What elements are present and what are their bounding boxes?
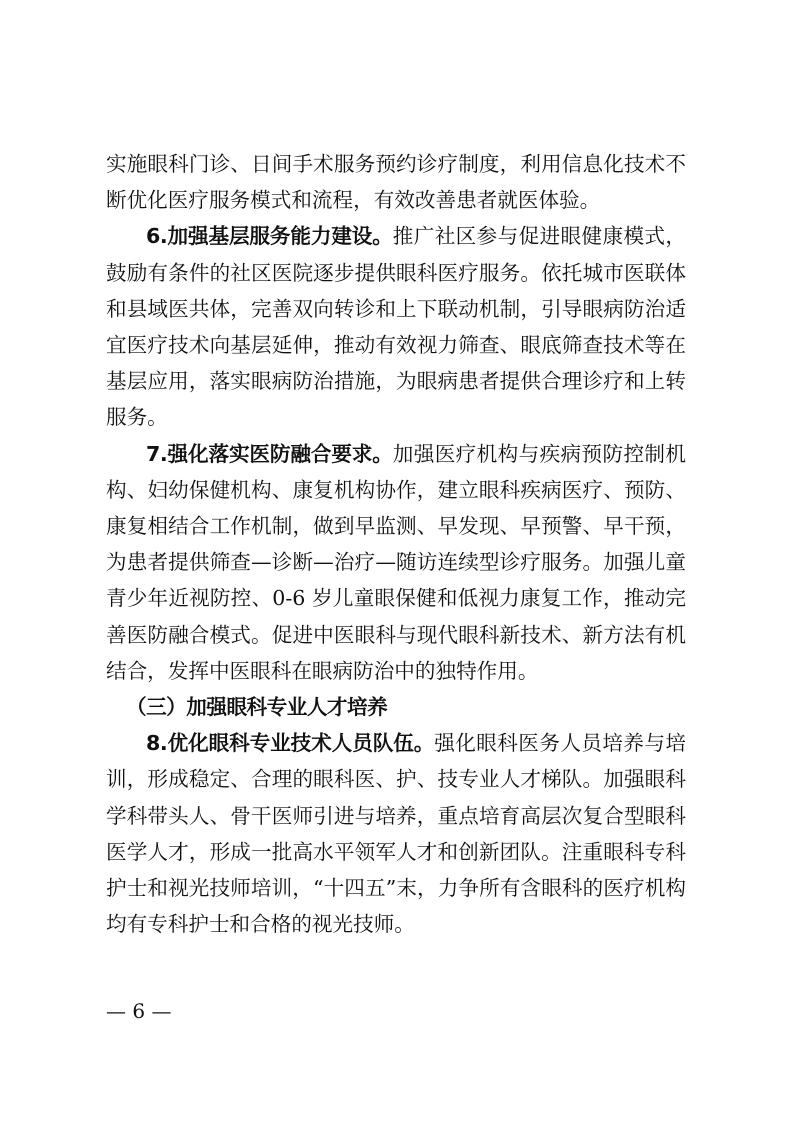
paragraph-text: 推广社区参与促进眼健康模式，鼓励有条件的社区医院逐步提供眼科医疗服务。依托城市医联体和县域医共体，完善双向转诊和上下联动机制，引导眼病防治适宜医疗技术向基层延伸，推动有效视力筛查、眼底筛查技术等在基层应用，落实眼病防治措施，为眼病患者提供合理诊疗和上转服务。 — [106, 224, 687, 430]
section-heading: （三）加强眼科专业人才培养 — [126, 695, 388, 720]
item-heading: 6.加强基层服务能力建设。 — [146, 224, 393, 249]
item-heading: 7.强化落实医防融合要求。 — [146, 441, 393, 466]
paragraph-text: 加强医疗机构与疾病预防控制机构、妇幼保健机构、康复机构协作，建立眼科疾病医疗、预防、康复相结合工作机制，做到早监测、早发现、早预警、早干预，为患者提供筛查—诊断—治疗—随访连续型诊疗服务。加强儿童青少年近视防控、0-6 岁儿童眼保健和低视力康复工作，推动完善医防融合模式。促进中医眼科与现代眼科新技术、新方法有机结合，发挥中医眼科在眼病防治中的独特作用。 — [106, 441, 687, 683]
paragraph-text: 实施眼科门诊、日间手术服务预约诊疗制度，利用信息化技术不断优化医疗服务模式和流程，有效改善患者就医体验。 — [106, 152, 686, 213]
paragraph-item-6 — [106, 218, 686, 435]
paragraph-text: 强化眼科医务人员培养与培训，形成稳定、合理的眼科医、护、技专业人才梯队。加强眼科学科带头人、骨干医师引进与培养，重点培育高层次复合型眼科医学人才，形成一批高水平领军人才和创新团队。注重眼科专科护士和视光技师培训，“十四五”末，力争所有含眼科的医疗机构均有专科护士和合格的视光技师。 — [106, 731, 686, 937]
paragraph-item-7 — [106, 436, 686, 689]
paragraph-continuation — [106, 146, 686, 218]
paragraph-item-8 — [106, 725, 686, 942]
item-heading: 8.优化眼科专业技术人员队伍。 — [146, 731, 435, 756]
page-number: — 6 — — [106, 999, 172, 1023]
document-body — [106, 146, 686, 942]
